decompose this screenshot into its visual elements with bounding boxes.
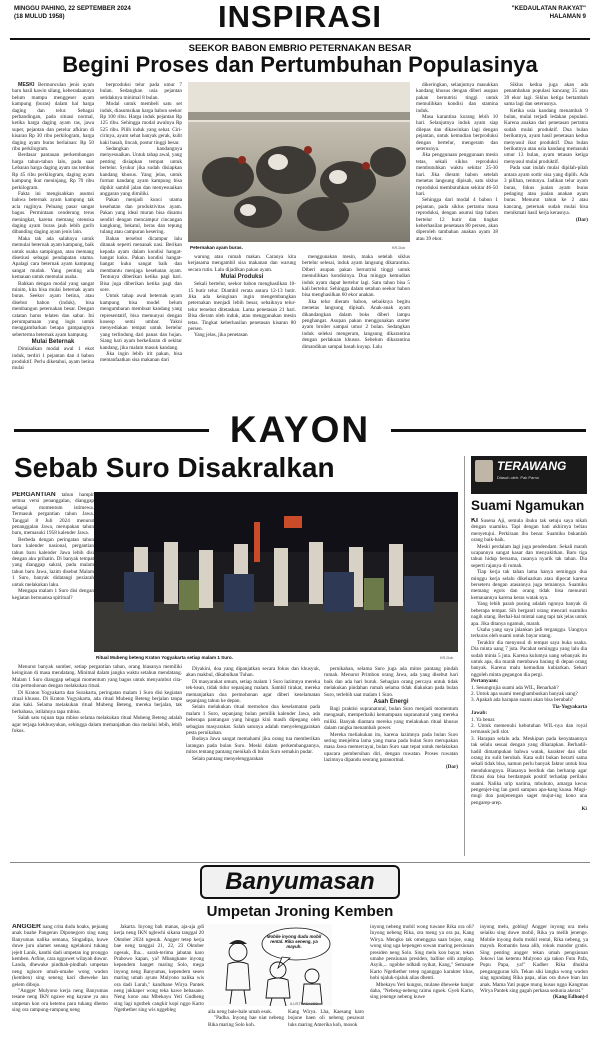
article1-headline: Begini Proses dan Pertumbuhan Populasinya [62, 52, 538, 77]
banyumasan-signature: (Kang Edhon)-f [552, 994, 588, 1001]
terawang-logo-sub: Diasuh oleh: Pak Parno [497, 475, 540, 480]
kayon-lead-word: PERGANTIAN [12, 492, 56, 498]
terawang-body: KI Susena Aji, semula ibuku tak setuju saya nikah dengan suamiku. Tapi dengan hati akhirnya beliau menyetujui. Perkiraan ibu benar. Suamiku bukanlah orang baik-baik. Meski perdalam lagi juga pendendam. Sekali marah ucapannya sangat kasar dan menyakitkan. Baru tiga tahun hidup bersama, rasanya nyarik tak tahan. Dia seperti rajanya di rumah. Tiap kerja tak tahan lama hanya seminggu dua minggu kerja selalu dikeluarkan atau dipecat karena berseteru dengan atasannya juga temannya. Suamiku memang egois dan orang tidak bisa menuruti kemauannya karena keras watak nya. Yang lebih parah pusing adalah ngnnya banyak di beberapa tempat. Sih bergantl orang mencari suamiku nagih utang. Berhal-hal mintal uang tapi tak jelas untuk apa. Jika ditanya ngamuk, marah. Usaha yang saya jalankan jadi terganggu. Uangnya terkuras oleh suami untuk bayar utang. Terakhir dia menyusul di tempat saya buka usaha. Dia minta uang 7 juta. Pacahat seminggu yang lalu dia sudah minta 5 juta. Karena kulumya uang sebanyak itu untuk apa, dia marah membawa barang di depan orang banyak. Karena malu kemudian kubiarkan. Sehari nggoleh minta gegangon dia pergi. Pertanyaan: 1. Sesungrujia suami ada WIL, Benarkah? 2. Untuk apa suami menghambuskan banyak uang? 3. Apakah ada harapan suami akan bisa berubah? Tia-Yogyakarta Jawab: 1. Ya benar. 2. Untuk memenuhi kebutuhan WIL-nya dan royal termasuk judi slot. 3. Harapan selalu ada. Meskipun pada kenyataannya tak selalu sesuai dengan yang diharapkan. Berhadil-hadil dimampukan bahwa watak, karakter dan sifat orang itu sulit berubah. Kata sulit bukan berarti sama sekali tidak bisa, namun perlu banyak faktor untuk bisa mendukungnya. Biasanya berdiuk dan berharap agar fibrasi doa bisa berdampak positif terhadap perilaku suami. Nalika urip narima, mbuhuto, amarga kecus pengenjet-ing lan gusti sampun apa-kang kuasa. Mugi-mugi doa panjenengan saget mujut-ing kono ana pengarep-arep. Ki [471, 518, 587, 813]
terawang-box [464, 456, 588, 856]
banyumasan-headline: Umpetan Jroning Kemben [206, 903, 394, 920]
terawang-logo-block [471, 456, 587, 494]
mubeng-beteng-photo [94, 492, 458, 652]
banyumasan-column-5: inyong nebeng mobil wong tuwane Rika ora oli? Inyong nebeng Rika, ora meng ya ora pa, Kang Wirya. Mengko tak omenggna saan bojoe, sung wong sing uga kepengen sowan maring persiunan presiden neng Solo. Sing melu kon bayar, tekan umahe pensiunan presiden, balline olih amplop. Asyik,... ngobhe ndhadi nyikat, Kang," Semaune Karto Ngethether tetep ngangggo karakter khas, hobi njaluk-njaluk alias dhenti. Mbekayu Yeti kungsu, mulane dheweke banjur daha, "Nebeng-nebeng raimu ngsek. Gyeh Karto, sing jenenge nebeng kuwe [370, 924, 474, 1001]
article1-column-2: berproduksi telur pada umur 7 bulan. Sedangkan usia pejantan setidaknya minimal 8 bulan. Modal untuk membeli satu set induk, diasumsikan harga babon seekor Rp 100 ribu. Harga induk pejantan Rp 125 ribu. Sehingga modal awalnya Rp 525 ribu. Pilih induk yang sehat. Ciri-cirinya, ayam sehat banyak gerak, kulit kaki basah, lincah, postur tinggi besar. Sedangkan kandangnya menyesuaikan. Untuk tahap awal, yang penting disiapkan tempat untuk bertelur. Syukur jika sudah disiapkan kandang khusus. Yang jelas, untuk format kandang ayam kampung bisa dipikir sambil jalan dan menyesuaikan anggaran yang dimiliki. Pakan menjadi kunci utama kesehatan dan produktivitas ayam. Pakan yang ideal muran bisa disamu sendiri dengan mencampur cincangan kangkung, bekatul, beras dan tepung tulang atau campuran kesering. Bahan tersebut dicampur lalu ditanak seperti menanak nasi. Berikan kepada ayam dalam kondisi hangat-hangat kuku. Pakan kondisi hangat-hangat kuku sangat baik dan membantu menjaga kesehatan ayam. Tentunya diberikan ketika pagi hari. Bisa juga diberikan ketika pagi dan sore. Untuk tahap awal beternak ayam kampung bisa model belum mengumbaran membuat kandang yang representatif, bisa memunyai dengan koseop semi umbar. Yakni menyediakan tempat untuk bertelur yang terlindung dari panas dan hujan. Siang hari ayam berkeliaran di sekitar kandang, jika malam masuk kandang. Jika ingin lebih irit pakan, bisa memanfaatkan sisa makanan dari [100, 82, 182, 364]
kayon-banner: KAYON [229, 409, 371, 450]
banyumasan-column-6: inyong melu, goblog! Angger inyong ora melu selaiku sing duwe mobil, Rika ya melih jenenge. Mobile inyong dudu mobil rental, Rika nebeng, ya mayuh. Romantis basa alih, rokok mandor gratis. Sing penting angger tekan umah pengsiunan Jokowi lan ketemu Mulyono aja takon Futu Pafa, Pupu Papa, ya!" Kadher Rika dhukha pengangguran kih. Tekan siki langka wong wadon sing ngundang Rika papa, alias ora duwe bian lan anak. Mama Yati puppe mung kusus nggo Kangmas Wirya Pantek sing gagah perkasa sedunia akerat." (Kang Edhon)-f [480, 924, 588, 1001]
banyumasan-top-rule [10, 862, 590, 863]
article1-signature: (Dar) [575, 216, 588, 223]
header-javanese-date: (18 MULUD 1958) [14, 13, 65, 20]
header-date: MINGGU PAHING, 22 SEPTEMBER 2024 [14, 5, 131, 12]
kayon-headline: Sebab Suro Disakralkan [14, 452, 335, 483]
mubeng-beteng-caption: Ritual Mubeng beteng Kraton Yogyakarta setiap malam 1 Suro. [96, 655, 233, 660]
terawang-answers-label: Jawab: [471, 710, 488, 717]
kayon-subhead-asah-energi: Asah Energi [373, 699, 409, 706]
header-rule [10, 38, 590, 40]
terawang-logo: TERAWANG [497, 459, 567, 473]
terawang-avatar [475, 460, 493, 482]
kayon-banner-box [14, 410, 586, 450]
banyumasan-column-2: Jakarta. Inyong bah manas, aja-aja gdi kerja neng IKN nglewhi sikana tanggal 20 Oktober 2024 ngesuk. Angger tetep kerja bae neng tanggal 21, 22, 23 Oktober ngesuk, Iha... sarah-terima jabatan karo Prabowo kapan, ya? Mbangkane inyong kependem banget maring Solo, mega inyong neng Banyumas, kependem sesen maring umah ayuns Mulyono nalika wis ora dadi Lurah," kandhane Wirya Pantek neng jukkaper wong teka kawe bebasane. Neng kono ana Mbekayu Yeti Gudheng sing lagi nguthek cangkir kopi nggo Karto Ngethether sing wis nggebleg [114, 924, 204, 1014]
article1-column-3: warung atau rumah makan. Caranya kita kerjasama mengambil sisa makanan dan warung secara rutin. Lalu dijadikan pakan ayam. Mulai Produksi Sekali bertelur, seekor babon menghasilkan 10-15 butir telur. Diambil rerata antara 12-13 butir. Jika ada keinginan ingin mengembangkan peternakan menjadi lebih besar, sebaiknya telur-telur tersebut ditetaskan. Lama penetasan 21 hari. Bisa dieram oleh induk, atau menggunakan mesin tetas. Tingkat keberhasilan penetasan kisaran 80 persen. Yang jelas, jika penetasan [188, 254, 296, 339]
article1-column-1: MESKI Bermunculan jenis ayam baru hasil kawin silang, keberadaannya belum mampu menggeser ayam kampung (buras) dalam hal harga daging dan telur. Sebagai perbandingan, pada situasi normal, ketika harga daging ayam ras, jawa super, pejantan dan petelur afkiran di kisaran Rp 30 ribu perkilogram, harga daging ayam buras berlainan: Rp 50 ribu perkilogram. Berdasar pantauan perkembangan harga tahun-tahun lalu, pada saat Lebaran harga daging ayam ras tembus Rp 45 ribu perkilogram, daging ayam kampung ikut meninjang, Rp 70 ribu perkilogram. Fakta ini mengisahkan asumsi bahwa beternak ayam kampung tak acia rugjinya. Peluang pasar sangat bagus. Permintaan cenderung terus meningkat, karena memang otensisa daging ayam buras jauh lebih gurih dibanding daging ayam jenis lain. Maka tak ada salahnya untuk memulai beternak ayam kampung, baik untuk usaha sampingan, atau memang disetiusi sebagai pendapatan utama. Apalagi cara beternak ayam kampung sangat mudah. Yang penting ada kemauan untuk memulai usaha. Bahkan dengan modal yang sangat minim, kita bisa mulai beternak ayam buras. Seekor ayam betina, atau disebut babon (induk), bisa membangun peternakan besar. Dengan catatan harus telaten dan sabar. Ini perumpamaan yang logis untuk menggambarkan betapa gampangnya seberterma beternak ayam kampung. Mulai Beternak Dimisalkan modal awal 1 ekot induk, terdiri 1 pejantan dan 4 babon produktif. Perlu diketahui, ayam betina mulai [12, 82, 94, 372]
header-page-number: HALAMAN 9 [549, 13, 586, 20]
kayon-signature: (Dar) [445, 763, 458, 770]
banyumasan-column-1: ANGGER nang crita dudu hoaks, pejuang anak buahe Pangeran Diponegoro sing nang Banyumas nalika semana, Singadipa, kuwe duwe juru alamet senang ngelakoni tukang jejelt Lanik, kanthi dadi umpetan ing pronggo kemben. Arfine, cara nggowet wilayah duwur. Landa, dhewake pindhah-pindhah umpetan neng ngisore umah-umahe wong wadon (kemben) sing seneng kaci dheweke lan gelem dibojo. "Angger Mulyono kerja neng Banyumas tesane neng IKN ngawe eng kayane ya anu umpetan kon ora ketemu para tukang dhemo sing ora rampung-rampung neng [12, 924, 108, 1014]
procession-photo-illustration [94, 492, 458, 652]
chicken-photo-illustration [188, 82, 410, 242]
article1-column-5: dikeringkan, selanjutnya masukkan kandang khusus dengan diberi asupan pakan bernutrisi tinggi untuk memulihkan kondisi dan stamina induk. Masa karantina kurang lebih 10 hari. Selanjutnya induk ayam siap dilepas dan dikawinkan lagi dengan pejantan, untuk kemudian berproduksi dengan bertelur, mengeram dan seterusnya. Jika penggunaan penggunaan mesin tetas, sekali siklus reproduksi membutuhkan waktu sekitar 25-30 hari. Jika dieram babon setelah menetas langsung dipisah, satu siklus reproduksi membutuhkan sekitar 46-50 hari. Sehingga dari modal 4 babon 1 pejantan, pada siklus pertama masa reproduksi, dengan asumsi tiap babon bertelur 12 butir dan tingkat keberhasilan penetasan 80 persen, akan diperoleh tambahan anakan ayam 38 atau 39 ekor. [416, 82, 498, 242]
article1-subhead-mulai-produksi: Mulai Produksi [220, 274, 264, 281]
article1-column-6: Siklus kedua juga akan ada penambahan populasi kancang 35 atau 39 ekor lagi. Siklus ketiga bertambah sama lagi dan seterusnya. Ketika usia kandang menambah 9 bulan, mulai terjadi ledakan populasi. Karena anakan dari penetasan pertama sudah mulai produktif. Dua bulan berikutnya, ayam hasil penetasan kedua menyusul ikut produktif. Dua bulan berikutnya atau usia kandang memasuki umur 13 bulan, ayam tetasan ketiga menyusul mulai produktif. Pada saat itulah mulai dipilah-pilah antara ayam sortir sisa yang diplih. Ada 3 pilihan, tentunya. Jadikan telur ayam buras, fokus jualan ayam buras pedaging atau jualan anakan ayam buras. Menurut tahun ke 2 atau kancang, peternak sudah mulai bisa menikmati hasil kerja kerasnya. (Dar) [504, 82, 588, 223]
kayon-column-2: Diyakini, doa yang dipanjatkan secara fokus dan khusyuk, akan makbul, dikabulkan Tuhan. Di masyarakat umum, setiap malam 1 Suro lazimnya mereka tek-kean, tidak tidur sepanjang malam. Sambil tirakat, mereka memanjatkan doa permohonan agar diberi keselamatan sepanjang tahun ke depan. Selain melakukan ritual memohon doa keselamatan pada malam 1 Suro, sepanjang bulan pemilik kalender Jawa, ada beberapa pantangan yang hingga kini masih dipegang oleh sebagian masyarakat. Salah satunya adalah menyelenggarakan pesta pernikahan. Budaya Jawa sangat memahami jika orang tua memberikan larangan pada bulan Suro. Meski dalam perkembangannya, mitos tentang pantang menikah di bulan Suro semakin pudar. Selain pantang menyelenggarakan [186, 666, 320, 762]
terawang-asker: Tia-Yogyakarta [552, 703, 587, 710]
kayon-column-1-continued: Menurut banyak sumber, setiap pergantian tahun, orang biasanya memiliki keinginan di masa mendatang. Minimal dalam jangka waktu setahun mendatang. Malam 1 Suro dianggap sebagai momentum yang bagus untuk menyambut cita-cita permohonan dengan melakukan ritual. Di Kraton Yogyakarta dan Surakarta, peringatan malam 1 Suro disi kegiatan ritual khusus. Di Kraton Yogyakarta, ada ritual Mubeng Beteng berjalan tanpa alas kaki. Selama melakukan ritual Mubeng Beteng, mereka berjalan, tak berbahasa, istilahnya tapa mbisu. Salah satu tujuan tapa mbisu selama melakukan ritual Mubeng Beteng adalah agar terjaga kekhusyukan, sehingga dalam memanjatkan doa melalui lebih, lebih fokus. [12, 664, 182, 735]
banyumasan-lead-word: ANGGER [12, 924, 41, 930]
terawang-signature: Ki [581, 806, 587, 813]
chicken-farm-photo [188, 82, 410, 242]
mubeng-beteng-credit: KR-Dok [440, 656, 454, 660]
chicken-photo-credit: KR-Dok [392, 246, 406, 250]
banyumasan-banner: Banyumasan [225, 868, 375, 895]
header-brand: "KEDAULATAN RAKYAT" [511, 5, 586, 12]
article1-lead-word: MESKI [18, 82, 35, 88]
cartoon-credit: ILUSTRASI JOS [290, 1002, 319, 1006]
banyumasan-column-3: aila neng bale-bale umah esuk. "Padha. Inyong bae niat nebeng Rika maring Solo koh. [208, 1009, 284, 1028]
kayon-column-3: pernikahan, selama Suro juga ada mitos pantang pindah rumah. Menurut Primbon orang Jawa, ada yang disebut hari baik dan ada hari buruk. Sebagian orang percaya untuk tidak melakukan pindahan rumah selama tidak diakukan pada bulan Suro, terlebih saat malam 1 Suro. Asah Energi Bagi praktisi supranatural, bulan Suro menjadi momentum mengasah, memperbaiki kemampuan supranatural yang mereka miliki. Banyak diantara mereka yang melakukan ritual khusus dalam rangka menambah power. Mereka meliakukan itu, karena lazimnya pada bulan Suro sering menjelma lama yang mana pada bulan Suro merupakan masa Jawa memercayai, bulan Suro saat tepat untuk melakukan upacara pembersihan diri, dengan ruwatan. Proses ruwatan lazimnya dipandu seorang paranormal. (Dar) [324, 666, 458, 770]
terawang-lead: KI [471, 518, 478, 524]
article1-kicker: SEEKOR BABON EMBRIO PETERNAKAN BESAR [188, 43, 412, 54]
banyumasan-column-4: Kang Wirya. Lha, Kaesang karo bojone baen oli nebeng pesawat luks maring Amerika koh, mosok [288, 1009, 364, 1028]
article1-subhead-mulai-beternak: Mulai Beternak [31, 339, 75, 346]
section-title: INSPIRASI [217, 0, 383, 34]
article1-column-4: menggunakan mesin, maka setelah siklus bertelur selesai, induk ayam langsung dikarantina. Diberi asupan pakan bernutrisi tinggi untuk memulihkan kondisinya. Dua minggu kemudian induk ayam dapat bertelur lagi. Satu tahun bisa 5 kali bertelur. Sehingga dalam setahun seekor babon bisa menghasilkan 60 ekor anakan. Jika telur dieram babon, sebaiknya begitu menetas langsung dipisah. Anak-anak ayam dikandangkan dalam boks diberi lampu penghangat. Asupan pakan menggunakan starter ayam broiler sampai umur 2 bulan. Sedangkan induk seleksi mengeram, langsung dikarantina dengan perlakuan khusus. Sebelum dikarantina dimandikan sampai basah kuyup. Lalu [302, 254, 410, 350]
terawang-questions-label: Pertanyaan: [471, 678, 499, 685]
cartoon-speech-text: Mobile inyong dudu mobil rental. Rika seneng, ya mayuh. [266, 934, 322, 950]
kayon-column-1: PERGANTIAN tahun hampir semua versi penanggalan, dianggap sebagai momentum istimewa. Termasuk pergantian tahun Jawa. Tanggal 8 Juli 2024 menurut penanggalan Jawa, merupakan tahun baru, memasuki 1958 kalender Jawa. Berbeda dengan peringatan tahun baru kalender nasional, pergantian tahun baru kalender Jawa lebih disi dengan aku prihatin. Di banyak tempat yang dianggap sakral, pada malam tahun baru Jawa, lazim disebut Malam 1 Suro, banyak didatangi peziarah untuk melakukan laku. Mengapa malam 1 Suro disi dengan kegiatan bernuansa spiritual? [12, 492, 94, 601]
terawang-headline: Suami Ngamukan [471, 498, 585, 513]
chicken-photo-caption: Peternakan ayam buras. [190, 245, 243, 250]
